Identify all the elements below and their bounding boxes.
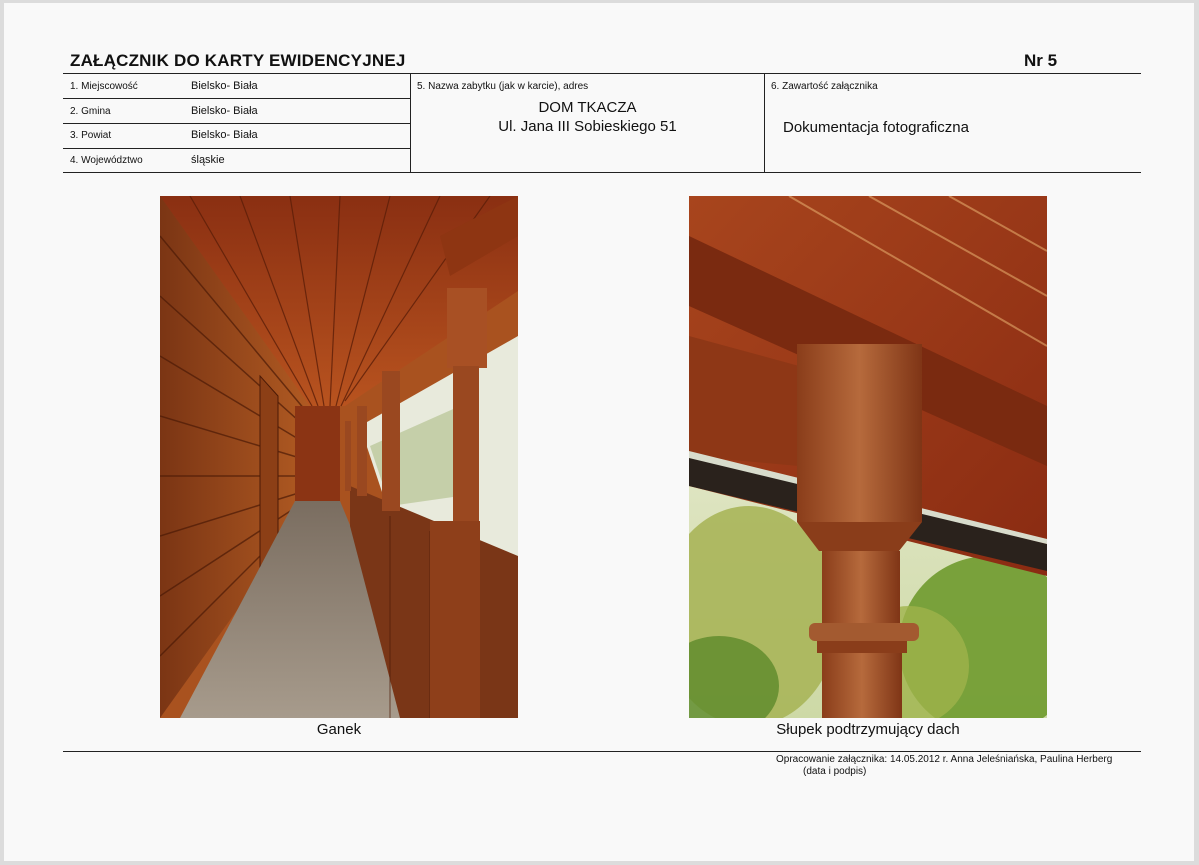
porch-photo-caption: Ganek xyxy=(316,721,362,738)
miejscowosc-value: Bielsko- Biała xyxy=(191,80,258,92)
prepared-by: Opracowanie załącznika: 14.05.2012 r. Anna Jeleśniańska, Paulina Herberg xyxy=(776,754,1113,765)
porch-photo-image xyxy=(160,196,518,718)
attachment-number: Nr 5 xyxy=(1024,51,1058,70)
attachment-content-label: 6. Zawartość załącznika xyxy=(771,81,878,92)
gmina-label: 2. Gmina xyxy=(70,106,111,117)
post-photo xyxy=(689,196,1047,718)
footer-rule xyxy=(63,751,1141,752)
monument-name-label: 5. Nazwa zabytku (jak w karcie), adres xyxy=(417,81,589,92)
table-row-divider xyxy=(63,98,410,99)
page-title: ZAŁĄCZNIK DO KARTY EWIDENCYJNEJ xyxy=(70,51,406,70)
wojewodztwo-value: śląskie xyxy=(191,154,225,166)
monument-name: DOM TKACZA xyxy=(538,99,637,116)
powiat-label: 3. Powiat xyxy=(70,130,112,141)
post-photo-image xyxy=(689,196,1047,718)
table-top-rule xyxy=(63,73,1141,74)
powiat-value: Bielsko- Biała xyxy=(191,129,258,141)
porch-photo xyxy=(160,196,518,718)
gmina-value: Bielsko- Biała xyxy=(191,105,258,117)
table-row-divider xyxy=(63,148,410,149)
miejscowosc-label: 1. Miejscowość xyxy=(70,81,138,92)
table-bottom-rule xyxy=(63,172,1141,173)
monument-address: Ul. Jana III Sobieskiego 51 xyxy=(498,118,677,135)
date-signature-label: (data i podpis) xyxy=(803,766,867,777)
table-column-divider xyxy=(764,73,765,173)
attachment-content-value: Dokumentacja fotograficzna xyxy=(783,119,969,136)
wojewodztwo-label: 4. Województwo xyxy=(70,155,143,166)
table-row-divider xyxy=(63,123,410,124)
post-photo-caption: Słupek podtrzymujący dach xyxy=(776,721,960,738)
